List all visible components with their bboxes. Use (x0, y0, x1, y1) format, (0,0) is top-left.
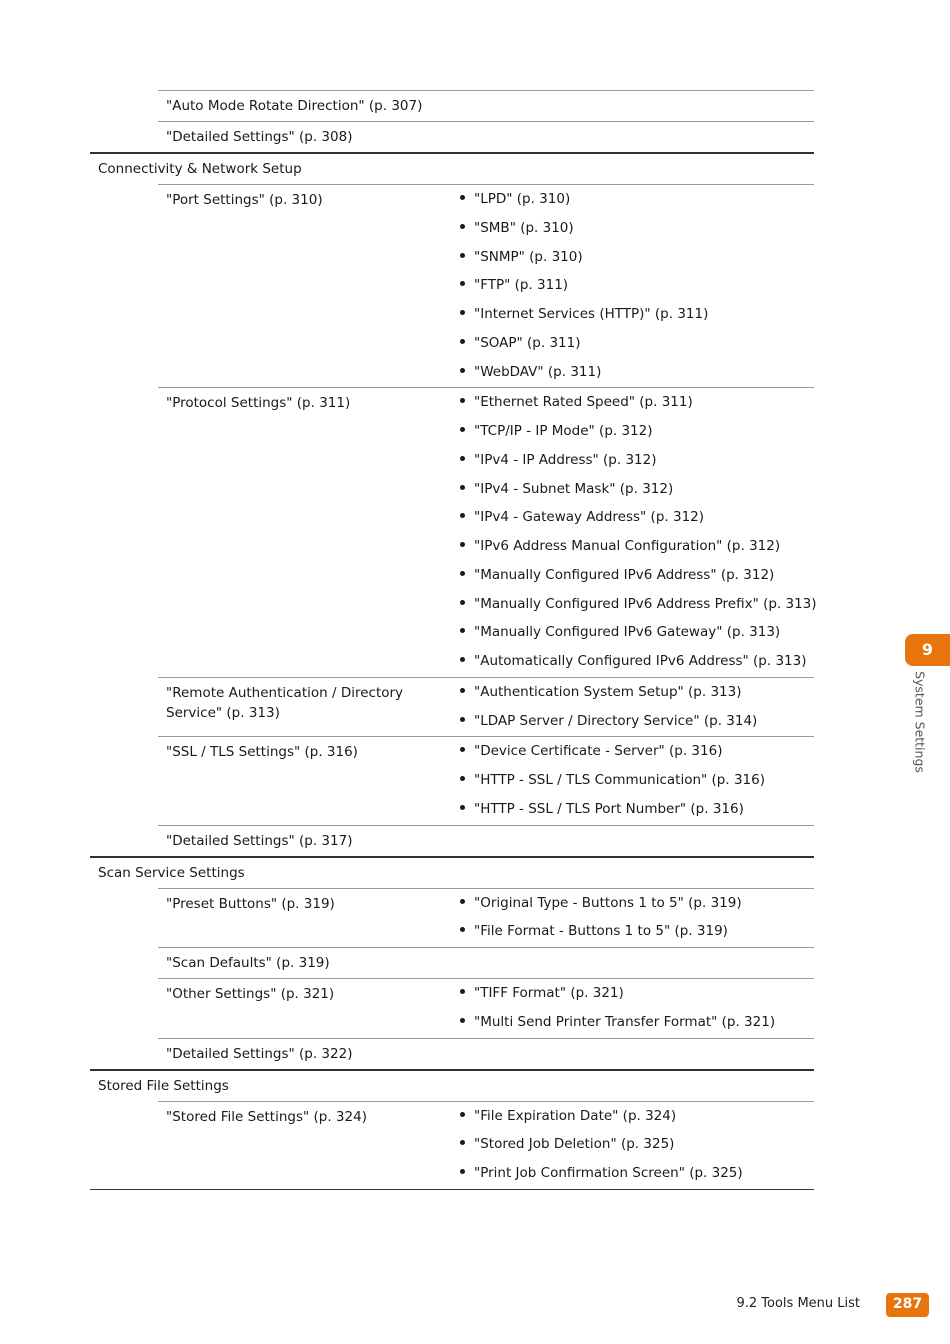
submenu-item-label: "Internet Services (HTTP)" (p. 311) (474, 306, 709, 322)
bullet-icon (460, 628, 465, 633)
bullet-icon (460, 281, 465, 286)
section-divider (90, 153, 814, 154)
menu-item-label: "Port Settings" (p. 310) (166, 192, 323, 208)
menu-item-row (158, 888, 814, 949)
bullet-icon (460, 224, 465, 229)
section-label: Scan Service Settings (98, 864, 245, 881)
submenu-item-label: "Stored Job Deletion" (p. 325) (474, 1136, 675, 1153)
bullet-icon (460, 398, 465, 403)
bullet-icon (460, 776, 465, 781)
menu-item-label: "Remote Authentication / Directory Service" (p. 313) (166, 684, 404, 721)
submenu-item-label: "Automatically Configured IPv6 Address" (p. 313) (474, 653, 807, 669)
menu-item-row (158, 388, 817, 678)
submenu-item-label: "SMB" (p. 310) (474, 219, 574, 236)
submenu-item-label: "HTTP - SSL / TLS Communication" (p. 316) (474, 772, 765, 788)
menu-item-label: "Stored File Settings" (p. 324) (166, 1108, 367, 1125)
submenu-item-label: "FTP" (p. 311) (474, 277, 569, 294)
bullet-icon (460, 600, 465, 605)
menu-item-row (158, 826, 814, 857)
menu-item-label: "Other Settings" (p. 321) (166, 986, 335, 1002)
menu-item-label: "SSL / TLS Settings" (p. 316) (166, 744, 358, 761)
bullet-icon (460, 310, 465, 315)
chapter-title: System Settings (912, 671, 928, 773)
menu-item-label: "Auto Mode Rotate Direction" (p. 307) (166, 98, 423, 114)
submenu-item-label: "IPv4 - Subnet Mask" (p. 312) (474, 480, 674, 497)
menu-item-label: "Detailed Settings" (p. 317) (166, 832, 353, 849)
submenu-item-label: "File Expiration Date" (p. 324) (474, 1107, 677, 1124)
page-number: 287 (892, 1296, 923, 1312)
section-row (90, 1070, 814, 1101)
bullet-icon (460, 1112, 465, 1117)
submenu-item-label: "SNMP" (p. 310) (474, 248, 583, 265)
submenu-item-label: "Ethernet Rated Speed" (p. 311) (474, 394, 693, 411)
section-label: Connectivity & Network Setup (98, 161, 302, 177)
bullet-icon (460, 1018, 465, 1023)
submenu-item-label: "Original Type - Buttons 1 to 5" (p. 319) (474, 894, 742, 911)
submenu-item-label: "Authentication System Setup" (p. 313) (474, 683, 742, 700)
submenu-item-label: "IPv4 - Gateway Address" (p. 312) (474, 509, 705, 526)
bullet-icon (460, 657, 465, 662)
submenu-item-label: "Print Job Confirmation Screen" (p. 325) (474, 1165, 743, 1181)
menu-item-row (158, 90, 814, 122)
bullet-icon (460, 485, 465, 490)
section-label: Stored File Settings (98, 1077, 229, 1094)
submenu-item-label: "HTTP - SSL / TLS Port Number" (p. 316) (474, 800, 744, 817)
bullet-icon (460, 899, 465, 904)
bullet-icon (460, 1140, 465, 1145)
menu-item-row (158, 948, 814, 979)
menu-item-row (158, 184, 814, 388)
submenu-item-label: "File Format - Buttons 1 to 5" (p. 319) (474, 923, 728, 940)
chapter-tab (905, 634, 950, 666)
section-divider (90, 1070, 814, 1071)
bullet-icon (460, 927, 465, 932)
menu-item-label: "Scan Defaults" (p. 319) (166, 955, 330, 971)
menu-item-row (158, 737, 814, 825)
submenu-item-label: "IPv6 Address Manual Configuration" (p. 312) (474, 538, 781, 554)
menu-item-label: "Preset Buttons" (p. 319) (166, 895, 335, 912)
submenu-item-label: "Multi Send Printer Transfer Format" (p. 321) (474, 1013, 776, 1030)
row-divider (90, 1189, 814, 1190)
chapter-number: 9 (921, 640, 934, 659)
menu-item-row (158, 678, 814, 738)
submenu-item-label: "LPD" (p. 310) (474, 191, 571, 207)
submenu-item-label: "SOAP" (p. 311) (474, 334, 581, 351)
footer-section-title: 9.2 Tools Menu List (736, 1296, 860, 1311)
bullet-icon (460, 427, 465, 432)
section-row (90, 153, 814, 184)
tools-menu-table (90, 90, 817, 1190)
menu-item-row (158, 979, 814, 1039)
submenu-item-label: "TCP/IP - IP Mode" (p. 312) (474, 423, 653, 439)
menu-item-label: "Detailed Settings" (p. 322) (166, 1045, 353, 1062)
menu-item-row (158, 1039, 814, 1070)
bullet-icon (460, 571, 465, 576)
bullet-icon (460, 747, 465, 752)
bullet-icon (460, 253, 465, 258)
submenu-item-label: "Manually Configured IPv6 Address Prefix" (p. 313) (474, 595, 817, 612)
bullet-icon (460, 717, 465, 722)
section-row (90, 857, 814, 888)
bullet-icon (460, 805, 465, 810)
menu-item-row (158, 122, 814, 153)
submenu-item-label: "TIFF Format" (p. 321) (474, 985, 624, 1001)
bullet-icon (460, 513, 465, 518)
submenu-item-label: "Device Certificate - Server" (p. 316) (474, 743, 723, 760)
menu-item-label: "Protocol Settings" (p. 311) (166, 395, 351, 412)
bullet-icon (460, 456, 465, 461)
bullet-icon (460, 688, 465, 693)
bullet-icon (460, 368, 465, 373)
submenu-item-label: "WebDAV" (p. 311) (474, 363, 602, 380)
menu-item-label: "Detailed Settings" (p. 308) (166, 129, 353, 145)
submenu-item-label: "LDAP Server / Directory Service" (p. 314) (474, 712, 758, 729)
bullet-icon (460, 339, 465, 344)
page-number-badge (886, 1293, 929, 1317)
bullet-icon (460, 195, 465, 200)
submenu-item-label: "IPv4 - IP Address" (p. 312) (474, 451, 657, 468)
submenu-item-label: "Manually Configured IPv6 Address" (p. 312) (474, 566, 775, 583)
bullet-icon (460, 989, 465, 994)
bullet-icon (460, 1169, 465, 1174)
menu-item-row (158, 1101, 814, 1190)
submenu-item-label: "Manually Configured IPv6 Gateway" (p. 313) (474, 624, 781, 641)
section-divider (90, 857, 814, 858)
bullet-icon (460, 542, 465, 547)
